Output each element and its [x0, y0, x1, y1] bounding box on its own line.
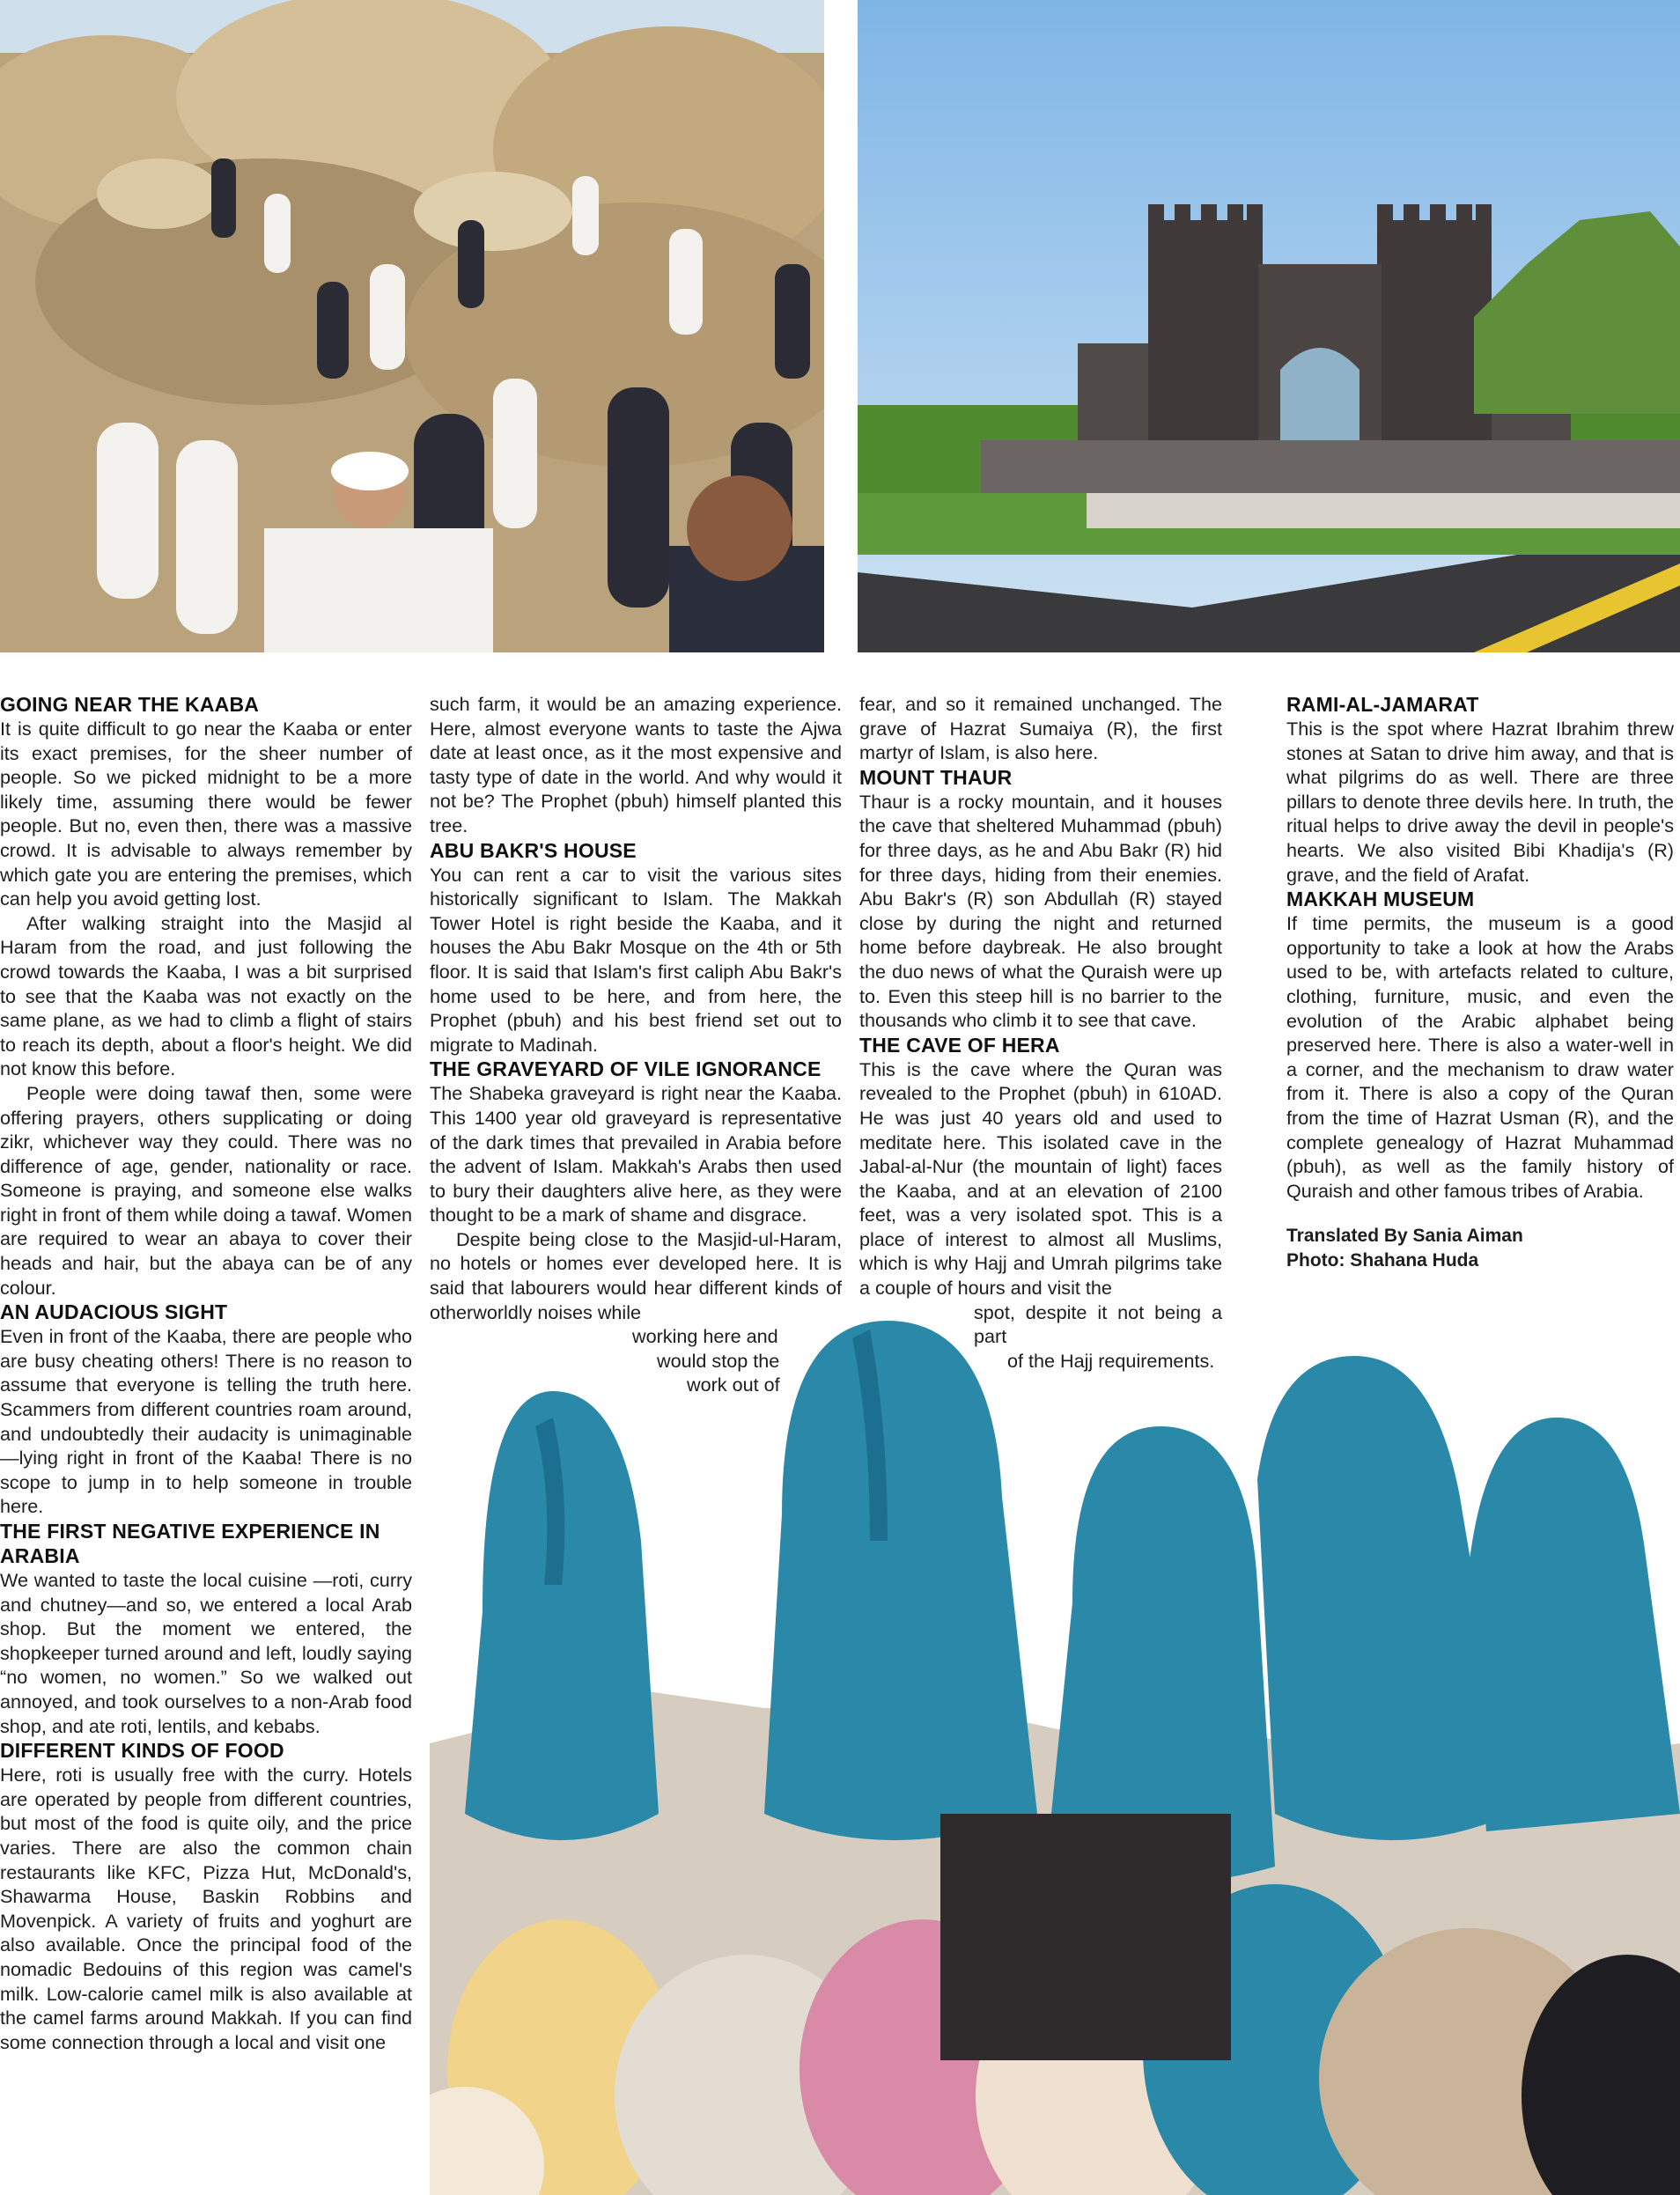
photo-fortress-gate-illustration — [858, 0, 1680, 652]
heading-abu-bakrs-house: ABU BAKR'S HOUSE — [430, 838, 637, 862]
credit-photo: Photo: Shahana Huda — [1286, 1250, 1479, 1271]
paragraph-negative: We wanted to taste the local cuisine —roti, curry and chutney—and so, we entered a local Arab shop. But the moment we entered, the shopkeeper turned around and left, loudly saying “no women, no women.” So we walked out annoyed, and took ourselves to a non-Arab food shop, and ate roti, lentils, and kebabs. — [0, 1569, 412, 1737]
paragraph-food: Here, roti is usually free with the curry. Hotels are operated by people from different countries, but most of the food is quite oily, and the price varies. There are also the common chain restaurants like KFC, Pizza Hut, McDonald's, Shawarma House, Baskin Robbins and Movenpick. A variety of fruits and yoghurt are also available. Once the principal food of the nomadic Bedouins of this region was camel's milk. Low-calorie camel milk is also available at the camel farms around Makkah. If you can find some connection through a local and visit one — [0, 1764, 412, 2053]
photo-pilgrims-hillside — [0, 0, 824, 652]
photo-pilgrims-hillside-illustration — [0, 0, 824, 652]
paragraph-hera-tail-2: of the Hajj requirements. — [1007, 1349, 1215, 1372]
article-column-4 — [1286, 692, 1674, 1273]
heading-first-negative-experience: THE FIRST NEGATIVE EXPERIENCE IN ARABIA — [0, 1520, 380, 1567]
paragraph-audacious: Even in front of the Kaaba, there are people who are busy cheating others! There is no reason to assume that everyone is telling the truth here. Scammers from different countries roam around, and undoubtedly their audacity is unimaginable—lying right in front of the Kaaba! There is no scope to jump in to help someone in trouble here. — [0, 1325, 412, 1518]
paragraph-abu-bakr: You can rent a car to visit the various sites historically significant to Islam. The Makkah Tower Hotel is right beside the Kaaba, and it houses the Abu Bakr Mosque on the 4th or 5th floor. It is said that Islam's first caliph Abu Bakr's home used to be here, and from here, the Prophet (pbuh) and his best friend set out to migrate to Madinah. — [430, 863, 842, 1056]
credit-translator: Translated By Sania Aiman — [1286, 1226, 1523, 1247]
paragraph-farm: such farm, it would be an amazing experience. Here, almost everyone wants to taste the Ajwa date at least once, as it the most expensive and tasty type of date in the world. And why would it not be? The Prophet (pbuh) himself planted this tree. — [430, 693, 842, 836]
heading-audacious-sight: AN AUDACIOUS SIGHT — [0, 1300, 228, 1324]
paragraph-tail-line-1: working here and — [632, 1325, 778, 1348]
paragraph-tail-line-2: would stop the — [657, 1349, 780, 1372]
article-column-2 — [430, 692, 842, 1397]
paragraph-tawaf: People were doing tawaf then, some were offering prayers, others supplicating or doing zikr, whichever way they could. There was no difference of age, gender, nationality or race. Someone is praying, and someone else walks right in front of them while doing a tawaf. Women are required to wear an abaya to cover their heads and hair, but the abaya can be of any colour. — [0, 1081, 412, 1299]
heading-makkah-museum: MAKKAH MUSEUM — [1286, 888, 1475, 911]
paragraph-thaur: Thaur is a rocky mountain, and it houses the cave that sheltered Muhammad (pbuh) for three days, as he and Abu Bakr (R) hid for three days, hiding from their enemies. Abu Bakr's (R) son Abdullah (R) stayed close by during the night and returned home before daybreak. He also brought the duo news of what the Quraish were up to. Even this steep hill is no barrier to the thousands who climb it to see that cave. — [859, 790, 1222, 1032]
paragraph-graveyard: The Shabeka graveyard is right near the Kaaba. This 1400 year old graveyard is representative of the dark times that prevailed in Arabia before the advent of Islam. Makkah's Arabs then used to bury their daughters alive here, as they were thought to be a mark of shame and disgrace. — [430, 1082, 842, 1226]
photo-fortress-gate — [858, 0, 1680, 652]
article-column-3 — [859, 692, 1222, 1373]
paragraph-museum: If time permits, the museum is a good opportunity to take a look at how the Arabs used to be, with artefacts related to culture, clothing, furniture, music, and even the evolution of the Arabic alphabet being preserved here. There is also a water-well in a corner, and the mechanism to draw water from it. There is also a copy of the Quran from the time of Hazrat Usman (R), and the complete genealogy of Hazrat Muhammad (pbuh), as well as the family history of Quraish and other famous tribes of Arabia. — [1286, 912, 1674, 1202]
credits-block — [1286, 1224, 1674, 1273]
paragraph-hera: This is the cave where the Quran was revealed to the Prophet (pbuh) in 610AD. He was just 40 years old and used to meditate here. This isolated cave in the Jabal-al-Nur (the mountain of light) faces the Kaaba, and at an elevation of 2100 feet, was a very isolated spot. This is a place of interest to almost all Muslims, which is why Hajj and Umrah pilgrims take a couple of hours and visit the — [859, 1057, 1222, 1300]
heading-cave-of-hera: THE CAVE OF HERA — [859, 1033, 1060, 1057]
photo-women-crowd-illustration — [430, 1321, 1680, 2195]
paragraph-fear: fear, and so it remained unchanged. The grave of Hazrat Sumaiya (R), the first martyr of Islam, is also here. — [859, 693, 1222, 764]
heading-graveyard: THE GRAVEYARD OF VILE IGNORANCE — [430, 1057, 822, 1081]
heading-mount-thaur: MOUNT THAUR — [859, 765, 1013, 789]
paragraph-walking: After walking straight into the Masjid al Haram from the road, and just following the crowd towards the Kaaba, I was a bit surprised to see that the Kaaba was not exactly on the same plane, as we had to climb a flight of stairs to reach its depth, about a floor's height. We did not know this before. — [0, 911, 412, 1080]
article-column-1 — [0, 692, 412, 2054]
heading-rami-al-jamarat: RAMI-AL-JAMARAT — [1286, 693, 1479, 716]
photo-women-crowd — [430, 1321, 1680, 2195]
heading-going-near-kaaba: GOING NEAR THE KAABA — [0, 693, 260, 716]
paragraph-jamarat: This is the spot where Hazrat Ibrahim threw stones at Satan to drive him away, and that is what pilgrims do as well. There are three pillars to denote three devils here. In truth, the ritual helps to drive away the devil in people's hearts. We also visited Bibi Khadija's (R) grave, and the field of Arafat. — [1286, 718, 1674, 886]
paragraph-despite: Despite being close to the Masjid-ul-Haram, no hotels or homes ever developed here. It is said that labourers would hear different kinds of otherworldly noises while — [430, 1227, 842, 1323]
paragraph-kaaba: It is quite difficult to go near the Kaaba or enter its exact premises, for the sheer number of people. So we picked midnight to be a more likely time, assuming there would be fewer people. But no, even then, there was a massive crowd. It is advisable to always remember by which gate you are entering the premises, which can help you avoid getting lost. — [0, 718, 412, 910]
heading-different-kinds-of-food: DIFFERENT KINDS OF FOOD — [0, 1739, 284, 1763]
paragraph-tail-line-3: work out of — [687, 1374, 780, 1396]
paragraph-hera-tail-1: spot, despite it not being a part — [974, 1300, 1222, 1348]
